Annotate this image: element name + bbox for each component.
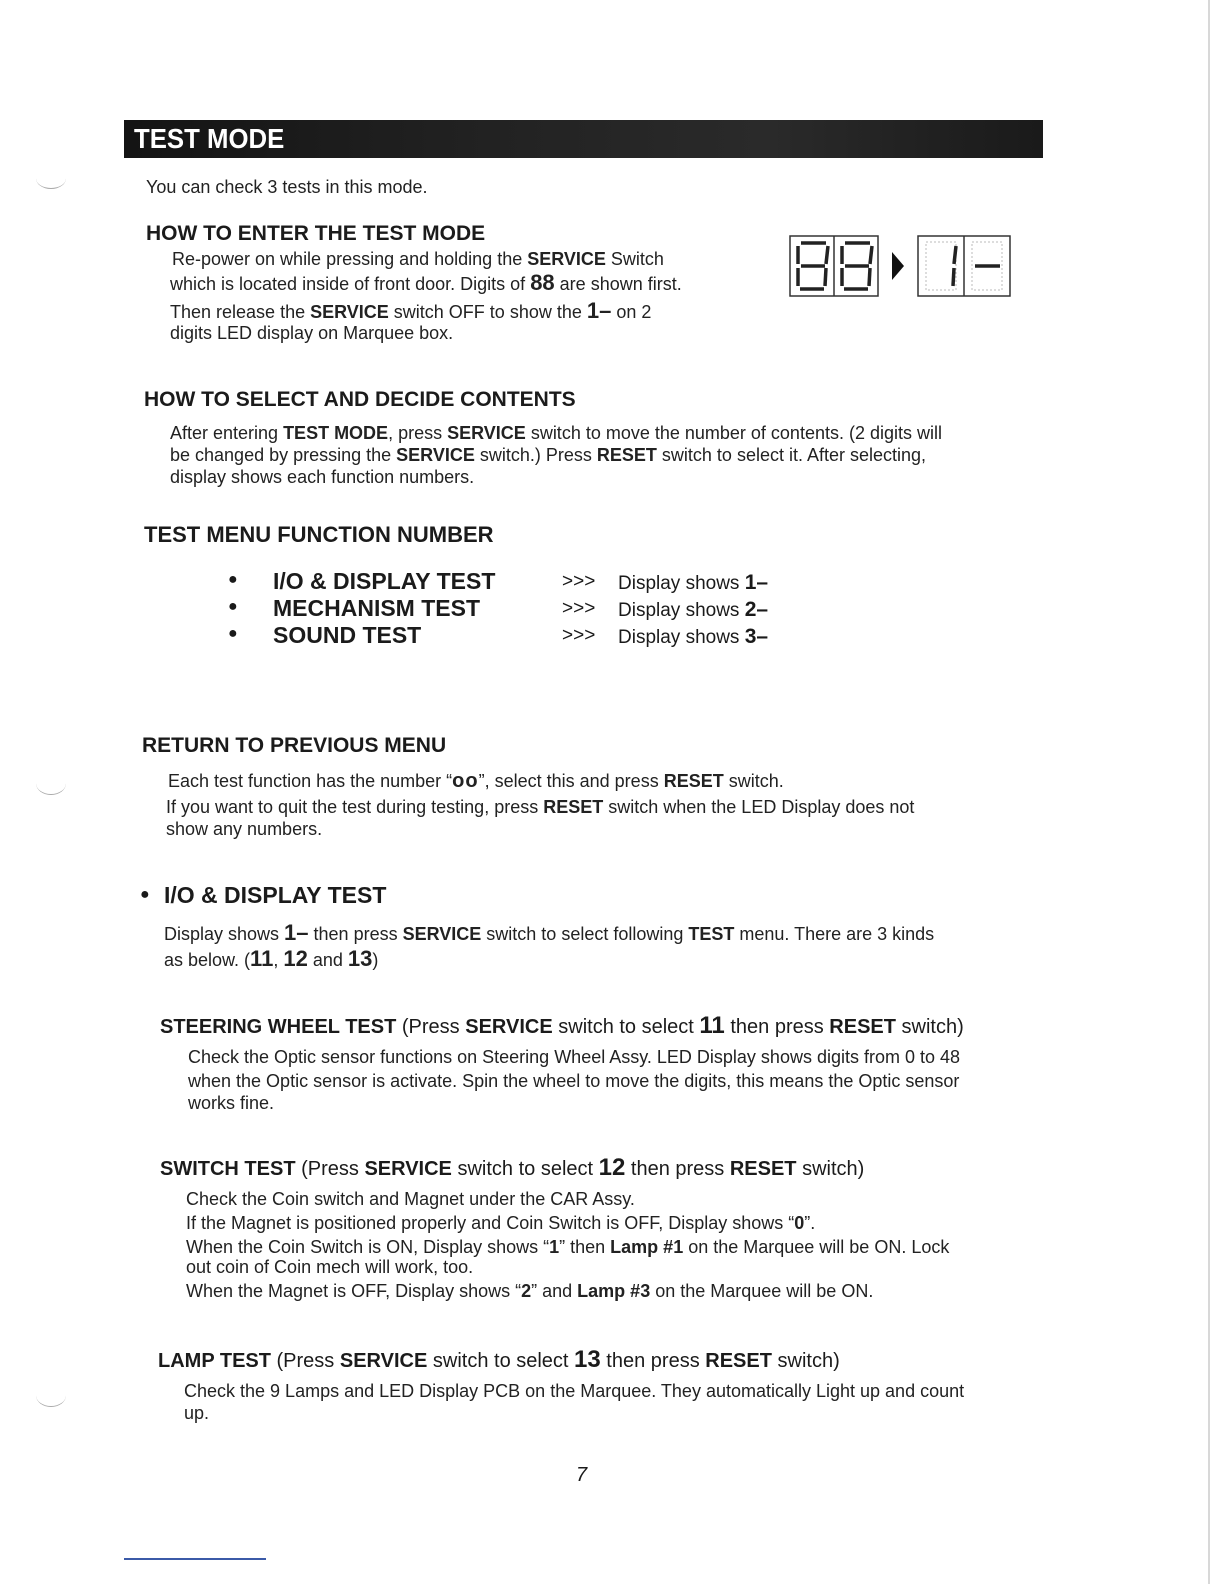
lamp-heading: LAMP TEST (Press SERVICE switch to select 13 then press RESET switch) — [158, 1346, 840, 1373]
io-heading: I/O & DISPLAY TEST — [164, 882, 387, 908]
scan-mark — [36, 168, 66, 189]
switch-line-1: Check the Coin switch and Magnet under the CAR Assy. — [186, 1189, 635, 1209]
io-line-1: Display shows 1– then press SERVICE switch to select following TEST menu. There are 3 kinds — [164, 920, 935, 945]
steering-heading: STEERING WHEEL TEST (Press SERVICE switch to select 11 then press RESET switch) — [160, 1012, 964, 1039]
menu-item-arrow: >>> — [562, 571, 596, 592]
bullet-icon: ● — [228, 598, 238, 615]
menu-item-display: Display shows 3– — [618, 625, 769, 648]
enter-line-2: which is located inside of front door. Digits of 88 are shown first. — [170, 270, 682, 295]
menu-item — [228, 568, 828, 598]
select-line-2: be changed by pressing the SERVICE switch.) Press RESET switch to select it. After selecting, — [170, 445, 927, 465]
menu-item-display: Display shows 2– — [618, 598, 769, 621]
bullet-icon: ● — [228, 625, 238, 642]
led-digits-88 — [790, 236, 878, 296]
scan-right-edge — [1208, 0, 1210, 1584]
arrow-right-icon — [892, 252, 904, 280]
steering-line-3: works fine. — [188, 1093, 275, 1113]
led-digits-1-dash — [918, 236, 1010, 296]
scan-mark — [36, 772, 66, 795]
page-title: TEST MODE — [134, 123, 285, 154]
menu-item-label: I/O & DISPLAY TEST — [273, 568, 496, 594]
menu-item — [228, 622, 828, 652]
scan-mark — [36, 1384, 66, 1407]
enter-line-4: digits LED display on Marquee box. — [170, 323, 454, 343]
enter-line-3: Then release the SERVICE switch OFF to show the 1– on 2 — [170, 298, 652, 323]
enter-line-1: Re-power on while pressing and holding the SERVICE Switch — [172, 249, 664, 269]
select-line-3: display shows each function numbers. — [170, 467, 475, 487]
select-line-1: After entering TEST MODE, press SERVICE switch to move the number of contents. (2 digits will — [170, 423, 942, 443]
return-line-3: show any numbers. — [166, 819, 323, 839]
lamp-line-1: Check the 9 Lamps and LED Display PCB on the Marquee. They automatically Light up and count — [184, 1381, 965, 1401]
bullet-icon: ● — [228, 571, 238, 588]
enter-heading: HOW TO ENTER THE TEST MODE — [146, 222, 486, 245]
menu-item-label: MECHANISM TEST — [273, 595, 480, 621]
switch-line-2: If the Magnet is positioned properly and Coin Switch is OFF, Display shows “0”. — [186, 1213, 816, 1233]
bullet-icon: ● — [140, 886, 150, 903]
menu-item-label: SOUND TEST — [273, 622, 422, 648]
menu-item-display: Display shows 1– — [618, 571, 769, 594]
section-banner — [124, 120, 1043, 158]
switch-line-4: out coin of Coin mech will work, too. — [186, 1257, 474, 1277]
steering-line-2: when the Optic sensor is activate. Spin the wheel to move the digits, this means the Optic sensor — [188, 1071, 960, 1091]
select-heading: HOW TO SELECT AND DECIDE CONTENTS — [144, 388, 576, 411]
led-display-illustration — [788, 234, 1014, 298]
footer-rule — [124, 1558, 266, 1560]
intro-text: You can check 3 tests in this mode. — [146, 177, 428, 197]
switch-line-5: When the Magnet is OFF, Display shows “2” and Lamp #3 on the Marquee will be ON. — [186, 1281, 874, 1301]
steering-line-1: Check the Optic sensor functions on Steering Wheel Assy. LED Display shows digits from 0 to 48 — [188, 1047, 961, 1067]
return-line-2: If you want to quit the test during testing, press RESET switch when the LED Display does not — [166, 797, 915, 817]
io-line-2: as below. (11, 12 and 13) — [164, 946, 379, 971]
menu-item-arrow: >>> — [562, 598, 596, 619]
menu-item-arrow: >>> — [562, 625, 596, 646]
lamp-line-2: up. — [184, 1403, 210, 1423]
menu-heading: TEST MENU FUNCTION NUMBER — [144, 522, 494, 547]
switch-line-3: When the Coin Switch is ON, Display shows “1” then Lamp #1 on the Marquee will be ON. Lock — [186, 1237, 950, 1257]
switch-heading: SWITCH TEST (Press SERVICE switch to select 12 then press RESET switch) — [160, 1154, 865, 1181]
page-number: 7 — [576, 1464, 588, 1486]
return-line-1: Each test function has the number “oo”, select this and press RESET switch. — [168, 770, 784, 792]
return-heading: RETURN TO PREVIOUS MENU — [142, 734, 447, 757]
menu-item — [228, 595, 828, 625]
